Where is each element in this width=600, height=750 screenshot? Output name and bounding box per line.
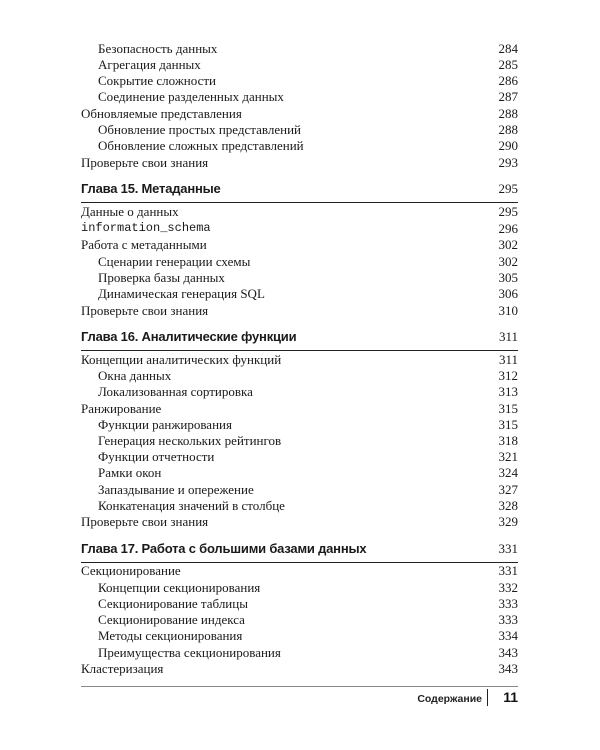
chapter-title: Глава 16. Аналитические функции bbox=[81, 329, 297, 344]
toc-page-number: 306 bbox=[498, 286, 518, 301]
toc-entry-title: Преимущества секционирования bbox=[98, 645, 281, 660]
toc-page-number: 311 bbox=[498, 329, 518, 344]
toc-page-number: 315 bbox=[498, 417, 518, 432]
toc-entry-title: Секционирование bbox=[81, 563, 181, 578]
toc-entry-title: Проверьте свои знания bbox=[81, 303, 209, 318]
footer-divider bbox=[81, 686, 518, 687]
toc-page-number: 295 bbox=[498, 204, 518, 219]
toc-entry-title: Методы секционирования bbox=[98, 628, 243, 643]
toc-page-number: 327 bbox=[498, 482, 518, 497]
toc-page-number: 312 bbox=[498, 368, 518, 383]
toc-page-number: 343 bbox=[498, 645, 518, 660]
toc-page-number: 286 bbox=[498, 73, 518, 88]
toc-page-number: 334 bbox=[498, 628, 518, 643]
toc-entry-title: Данные о данных bbox=[81, 204, 179, 219]
toc-page-number: 287 bbox=[498, 89, 518, 104]
toc-entry-title: Секционирование индекса bbox=[98, 612, 245, 627]
toc-entry-title: Концепции секционирования bbox=[98, 580, 261, 595]
toc-page-number: 315 bbox=[498, 401, 518, 416]
toc-page-number: 311 bbox=[498, 352, 518, 367]
toc-page-number: 318 bbox=[498, 433, 518, 448]
toc-page-number: 285 bbox=[498, 57, 518, 72]
toc-page-number: 305 bbox=[498, 270, 518, 285]
toc-entry-title: Окна данных bbox=[98, 368, 172, 383]
chapter-divider bbox=[81, 350, 518, 351]
toc-page-number: 331 bbox=[498, 541, 518, 556]
toc-page-number: 288 bbox=[498, 106, 518, 121]
toc-entry-title: Запаздывание и опережение bbox=[98, 482, 254, 497]
toc-entry-title: Сценарии генерации схемы bbox=[98, 254, 251, 269]
running-footer-label: Содержание bbox=[417, 693, 482, 705]
toc-entry-title: Концепции аналитических функций bbox=[81, 352, 282, 367]
toc-page-number: 293 bbox=[498, 155, 518, 170]
toc-page-number: 302 bbox=[498, 254, 518, 269]
toc-page-number: 296 bbox=[498, 221, 518, 236]
toc-page-number: 295 bbox=[498, 181, 518, 196]
toc-entry-title: Агрегация данных bbox=[98, 57, 201, 72]
chapter-divider bbox=[81, 202, 518, 203]
toc-page-number: 332 bbox=[498, 580, 518, 595]
toc-page-number: 333 bbox=[498, 596, 518, 611]
toc-entry-title: Локализованная сортировка bbox=[98, 384, 253, 399]
toc-entry-title: Безопасность данных bbox=[98, 41, 218, 56]
toc-entry-title: Функции ранжирования bbox=[98, 417, 232, 432]
toc-page-number: 333 bbox=[498, 612, 518, 627]
toc-entry-title: Кластеризация bbox=[81, 661, 164, 676]
toc-page-number: 331 bbox=[498, 563, 518, 578]
toc-entry-title: Рамки окон bbox=[98, 465, 162, 480]
toc-page-number: 290 bbox=[498, 138, 518, 153]
toc-page-number: 313 bbox=[498, 384, 518, 399]
toc-entry-title: Динамическая генерация SQL bbox=[98, 286, 265, 301]
toc-entry-title: Сокрытие сложности bbox=[98, 73, 216, 88]
page-number: 11 bbox=[503, 689, 518, 705]
toc-entry-title: Генерация нескольких рейтингов bbox=[98, 433, 282, 448]
toc-entry-title: Обновляемые представления bbox=[81, 106, 242, 121]
toc-page-number: 343 bbox=[498, 661, 518, 676]
toc-entry-title: Секционирование таблицы bbox=[98, 596, 248, 611]
chapter-title: Глава 15. Метаданные bbox=[81, 181, 221, 196]
toc-page-number: 310 bbox=[498, 303, 518, 318]
toc-page-number: 329 bbox=[498, 514, 518, 529]
toc-entry-title: Функции отчетности bbox=[98, 449, 215, 464]
toc-page-number: 284 bbox=[498, 41, 518, 56]
toc-entry-title: Конкатенация значений в столбце bbox=[98, 498, 285, 513]
toc-entry-title: Соединение разделенных данных bbox=[98, 89, 284, 104]
toc-entry-title: Проверьте свои знания bbox=[81, 155, 209, 170]
toc-page-number: 288 bbox=[498, 122, 518, 137]
toc-entry-title: information_schema bbox=[81, 221, 211, 235]
toc-entry-title: Проверьте свои знания bbox=[81, 514, 209, 529]
toc-entry-title: Проверка базы данных bbox=[98, 270, 225, 285]
toc-page-number: 321 bbox=[498, 449, 518, 464]
footer-separator bbox=[487, 689, 488, 706]
toc-entry-title: Обновление сложных представлений bbox=[98, 138, 304, 153]
toc-entry-title: Работа с метаданными bbox=[81, 237, 207, 252]
toc-page-number: 324 bbox=[498, 465, 518, 480]
toc-page-number: 302 bbox=[498, 237, 518, 252]
toc-entry-title: Ранжирование bbox=[81, 401, 162, 416]
toc-page-number: 328 bbox=[498, 498, 518, 513]
chapter-title: Глава 17. Работа с большими базами данных bbox=[81, 541, 367, 556]
toc-entry-title: Обновление простых представлений bbox=[98, 122, 301, 137]
